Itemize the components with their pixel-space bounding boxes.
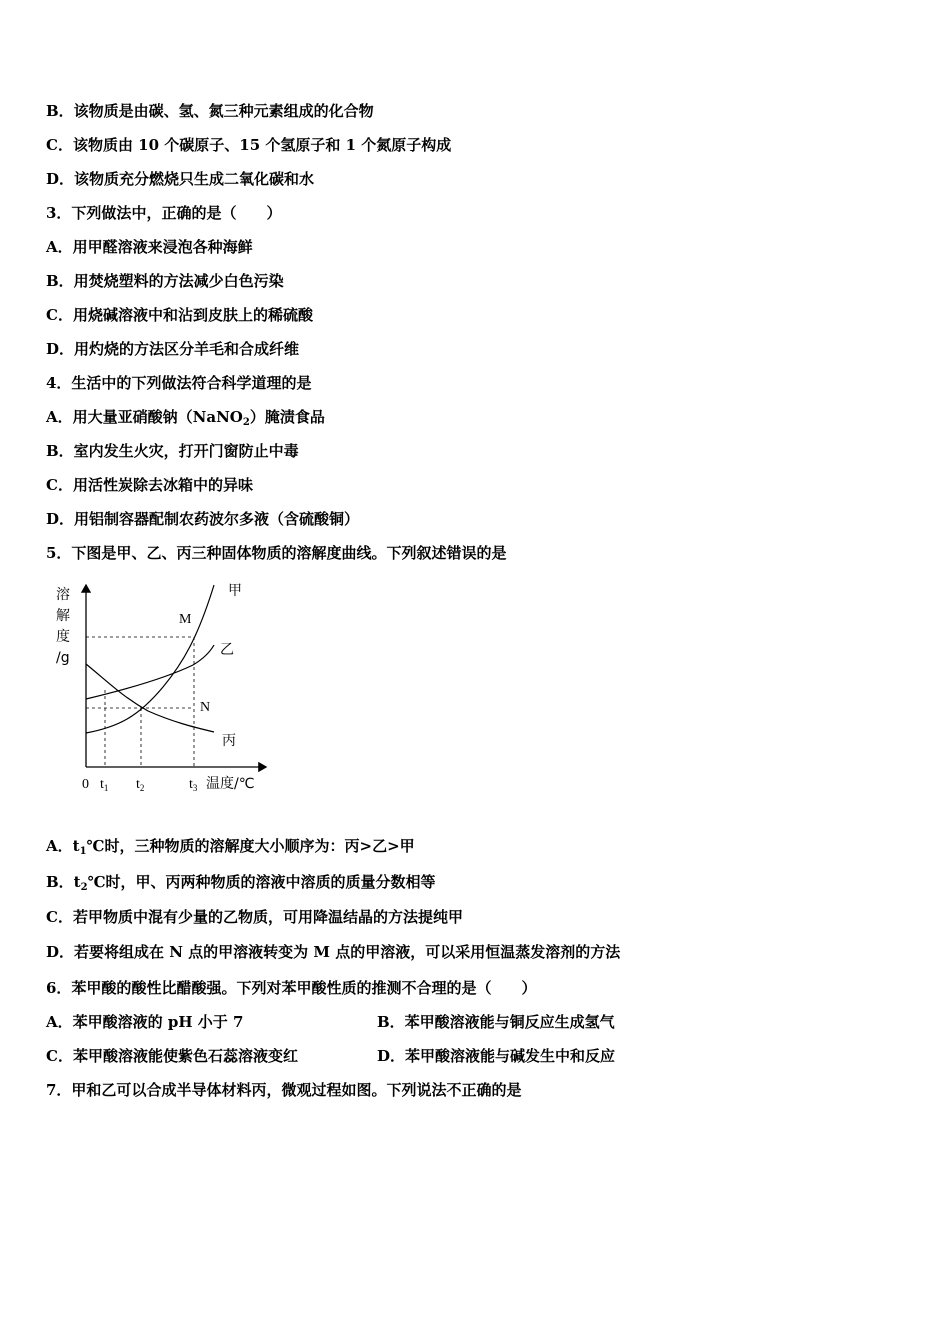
q7-stem: 7．甲和乙可以合成半导体材料丙，微观过程如图。下列说法不正确的是 bbox=[46, 1081, 522, 1099]
q2-option-d: D．该物质充分燃烧只生成二氧化碳和水 bbox=[46, 170, 315, 188]
q5-option-a: A．$t_1℃$时，三种物质的溶解度大小顺序为：丙>乙>甲 bbox=[46, 837, 415, 857]
q6-option-d: D．苯甲酸溶液能与碱发生中和反应 bbox=[377, 1047, 616, 1065]
tick-t2: $t_2$ bbox=[136, 777, 145, 793]
q5-option-b: B．$t_2℃$时，甲、丙两种物质的溶液中溶质的质量分数相等 bbox=[46, 873, 436, 893]
ylabel-4: /g bbox=[56, 650, 70, 666]
q4-option-c: C．用活性炭除去冰箱中的异味 bbox=[46, 476, 253, 494]
label-bing: 丙 bbox=[222, 733, 236, 749]
q2-option-c: C．该物质由 10 个碳原子、15 个氢原子和 1 个氮原子构成 bbox=[46, 136, 452, 154]
q3-option-a: A．用甲醛溶液来浸泡各种海鲜 bbox=[46, 238, 253, 256]
q6-stem: 6．苯甲酸的酸性比醋酸强。下列对苯甲酸性质的推测不合理的是（ ） bbox=[46, 979, 537, 997]
q4-stem: 4．生活中的下列做法符合科学道理的是 bbox=[46, 374, 312, 392]
tick-t1: $t_1$ bbox=[100, 777, 109, 793]
q3-option-d: D．用灼烧的方法区分羊毛和合成纤维 bbox=[46, 340, 300, 358]
q5-option-c: C．若甲物质中混有少量的乙物质，可用降温结晶的方法提纯甲 bbox=[46, 908, 463, 926]
point-n: N bbox=[200, 700, 211, 715]
label-jia: 甲 bbox=[228, 583, 242, 599]
q2-option-b: B．该物质是由碳、氢、氮三种元素组成的化合物 bbox=[46, 102, 374, 120]
q4-option-a: A．用大量亚硝酸钠（NaNO$_2$）腌渍食品 bbox=[46, 408, 325, 428]
ylabel-1: 溶 bbox=[56, 587, 70, 603]
label-yi: 乙 bbox=[220, 642, 234, 658]
point-m: M bbox=[179, 612, 192, 627]
q4-option-d: D．用铝制容器配制农药波尔多液（含硫酸铜） bbox=[46, 510, 360, 528]
tick-t3: $t_3$ bbox=[189, 777, 198, 793]
q3-option-c: C．用烧碱溶液中和沾到皮肤上的稀硫酸 bbox=[46, 306, 313, 324]
xlabel: 温度/℃ bbox=[206, 776, 255, 792]
q6-option-a: A．苯甲酸溶液的 pH 小于 7 bbox=[46, 1013, 244, 1031]
q6-option-b: B．苯甲酸溶液能与铜反应生成氢气 bbox=[377, 1013, 615, 1031]
q5-option-d: D．若要将组成在 N 点的甲溶液转变为 M 点的甲溶液，可以采用恒温蒸发溶剂的方法 bbox=[46, 943, 621, 961]
tick-origin: 0 bbox=[82, 777, 89, 792]
q4-option-b: B．室内发生火灾，打开门窗防止中毒 bbox=[46, 442, 299, 460]
q5-stem: 5．下图是甲、乙、丙三种固体物质的溶解度曲线。下列叙述错误的是 bbox=[46, 544, 507, 562]
q3-option-b: B．用焚烧塑料的方法减少白色污染 bbox=[46, 272, 284, 290]
ylabel-3: 度 bbox=[56, 629, 70, 645]
q6-option-c: C．苯甲酸溶液能使紫色石蕊溶液变红 bbox=[46, 1047, 298, 1065]
ylabel-2: 解 bbox=[56, 608, 70, 624]
q3-stem: 3．下列做法中，正确的是（ ） bbox=[46, 204, 282, 222]
solubility-curve-chart bbox=[48, 577, 278, 797]
